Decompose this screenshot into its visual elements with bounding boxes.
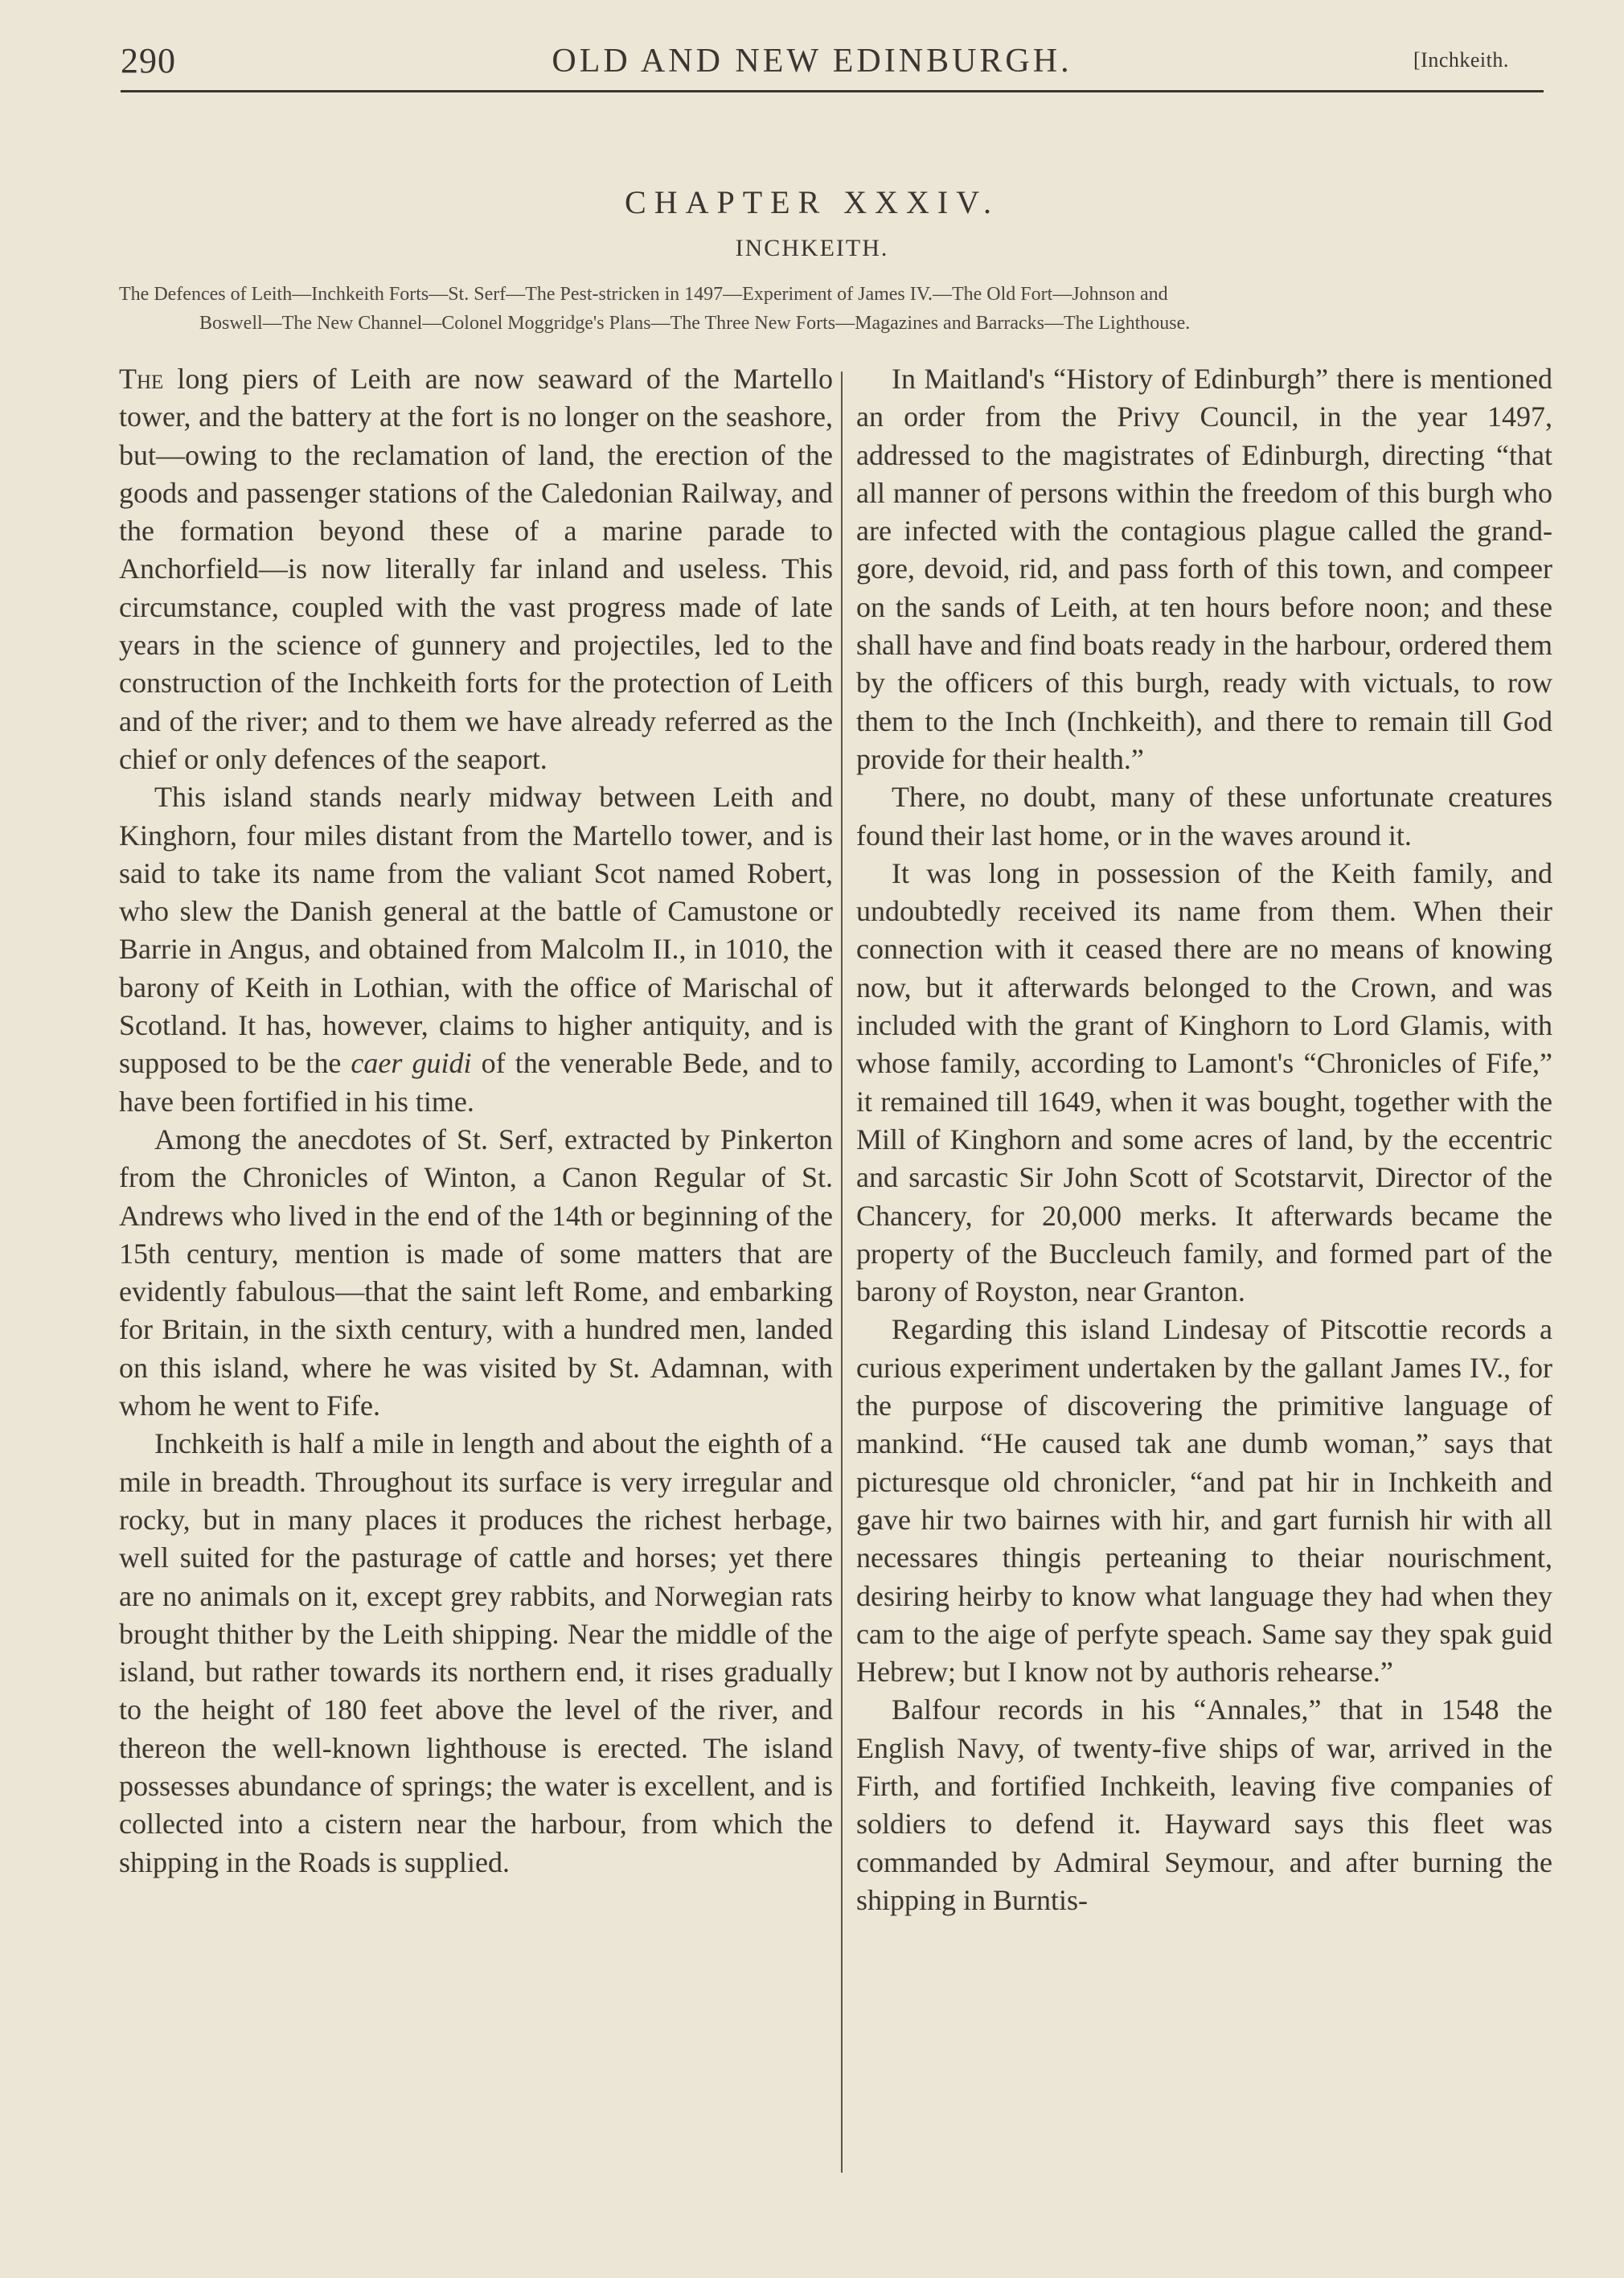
chapter-title: INCHKEITH. [735,235,889,261]
paragraph: Balfour records in his “Annales,” that in 1548 the English Navy, of twenty-five ships of war, arrived in the Firth, and fortified Inchkeith, leaving five companies of soldiers to defend it. Hayward says this fleet was commanded by Admiral Seymour, and after burning the shipping in Burntis- [856,1693,1552,1916]
paragraph-text: of the venerable Bede, and to have been fortified in his time. [119,1047,833,1118]
paragraph: Inchkeith is half a mile in length and about the eighth of a mile in breadth. Throughout its surface is very irregular and rocky, but in many places it produces the richest herbage, well suited for the pasturage of cattle and horses; yet there are no animals on it, except grey rabbits, and Norwegian rats brought thither by the Leith shipping. Near the middle of the island, but rather towards its northern end, it rises gradually to the height of 180 feet above the level of the river, and thereon the well-known lighthouse is erected. The island possesses abundance of springs; the water is excellent, and is collected into a cistern near the harbour, from which the shipping in the Roads is supplied. [119,1427,833,1878]
synopsis-line-2: Boswell—The New Channel—Colonel Moggridge's Plans—The Three New Forts—Magazines and Barracks—The Lighthouse. [199,313,1191,334]
running-title: OLD AND NEW EDINBURGH. [552,43,1072,80]
opening-word: The [119,363,164,395]
paragraph: In Maitland's “History of Edinburgh” there is mentioned an order from the Privy Council, in the year 1497, addressed to the magistrates of Edinburgh, directing “that all manner of persons within the freedom of this burgh who are infected with the contagious plague called the grand-gore, devoid, rid, and pass forth of this town, and compeer on the sands of Leith, at ten hours before noon; and these shall have and find boats ready in the harbour, ordered them by the officers of this burgh, ready with victuals, to row them to the Inch (Inchkeith), and there to remain till God provide for their health.” [856,363,1552,775]
paragraph-text: This island stands nearly midway between Leith and Kinghorn, four miles distant from the Martello tower, and is said to take its name from the valiant Scot named Robert, who slew the Danish general at the battle of Camustone or Barrie in Angus, and obtained from Malcolm II., in 1010, the barony of Keith in Lothian, with the office of Marischal of Scotland. It has, however, claims to higher antiquity, and is supposed to be the [119,781,833,1080]
left-column [119,360,833,1882]
synopsis-line-1: The Defences of Leith—Inchkeith Forts—St. Serf—The Pest-stricken in 1497—Experiment of James IV.—The Old Fort—Johnson and [119,284,1168,305]
column-divider [841,371,843,2173]
italic-term: caer guidi [351,1047,472,1080]
chapter-number: CHAPTER XXXIV. [625,184,999,220]
page-number: 290 [121,41,176,80]
paragraph [119,360,833,778]
paragraph: It was long in possession of the Keith family, and undoubtedly received its name from them. When their connection with it ceased there are no means of knowing now, but it afterwards belonged to the Crown, and was included with the grant of Kinghorn to Lord Glamis, with whose family, according to Lamont's “Chronicles of Fife,” it remained till 1649, when it was bought, together with the Mill of Kinghorn and some acres of land, by the eccentric and sarcastic Sir John Scott of Scotstarvit, Director of the Chancery, for 20,000 merks. It afterwards became the property of the Buccleuch family, and formed part of the barony of Royston, near Granton. [856,856,1552,1308]
paragraph: Among the anecdotes of St. Serf, extracted by Pinkerton from the Chronicles of Winton, a Canon Regular of St. Andrews who lived in the end of the 14th or beginning of the 15th century, mention is made of some matters that are evidently fabulous—that the saint left Rome, and embarking for Britain, in the sixth century, with a hundred men, landed on this island, where he was visited by St. Adamnan, with whom he went to Fife. [119,1123,833,1422]
paragraph: Regarding this island Lindesay of Pitscottie records a curious experiment undertaken by the gallant James IV., for the purpose of discovering the primitive language of mankind. “He caused tak ane dumb woman,” says that picturesque old chronicler, “and pat hir in Inchkeith and gave hir two bairnes with hir, and gart furnish hir with all necessares thingis perteaning to theiar nourischment, desiring heirby to know what language they had when they cam to the aige of perfyte speach. Same say they spak guid Hebrew; but I know not by authoris rehearse.” [856,1313,1552,1689]
right-column [856,360,1552,1919]
chapter-synopsis [119,280,1550,338]
paragraph: There, no doubt, many of these unfortunate creatures found their last home, or in the waves around it. [856,781,1552,852]
paragraph [119,778,833,1121]
header-rule [121,90,1544,92]
paragraph-text: long piers of Leith are now seaward of the Martello tower, and the battery at the fort is no longer on the seashore, but—owing to the reclamation of land, the erection of the goods and passenger stations of the Caledonian Railway, and the formation beyond these of a marine parade to Anchorfield—is now literally far inland and useless. This circumstance, coupled with the vast progress made of late years in the science of gunnery and projectiles, led to the construction of the Inchkeith forts for the protection of Leith and of the river; and to them we have already referred as the chief or only defences of the seaport. [119,363,833,775]
running-section: [Inchkeith. [1413,48,1509,72]
